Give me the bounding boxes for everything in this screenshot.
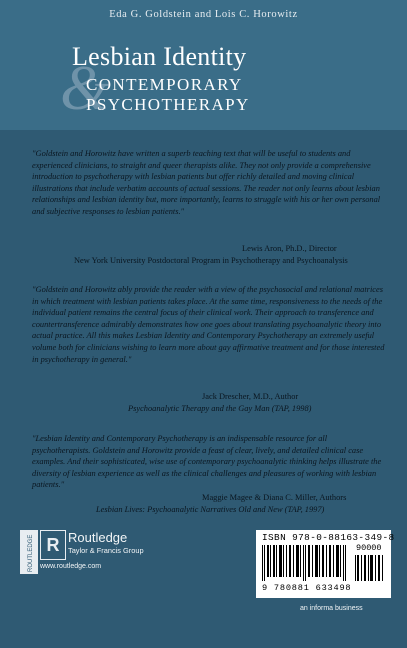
title-line-3: PSYCHOTHERAPY [86, 95, 250, 114]
routledge-logo-icon: R [40, 530, 66, 560]
price-code: 90000 [356, 543, 382, 553]
quote-2: "Goldstein and Horowitz ably provide the reader with a view of the psychosocial and relational matrices in which treatment with lesbian patients takes place. At the same time, responsiveness to the needs of the individual patient remains the central focus of their clinical work. Their approach to transference and countertransference admirably demonstrates how one goes about translating psychoanalytic theory into actual practice. All this makes Lesbian Identity and Contemporary Psychotherapy an extremely useful volume both for clinicians wishing to learn more about gay affirmative treatment and for those interested in psychotherapy in general." [32, 285, 385, 364]
barcode-bars [262, 545, 348, 581]
publisher-group: Taylor & Francis Group [68, 546, 144, 555]
isbn-label: ISBN 978-0-88163-349-8 [262, 532, 395, 543]
quote-1-affiliation: New York University Postdoctoral Program in Psychotherapy and Psychoanalysis [74, 256, 348, 265]
quote-3: "Lesbian Identity and Contemporary Psychotherapy is an indispensable resource for all psychotherapists. Goldstein and Horowitz provide a feast of clear, lively, and detailed clinical case examples. And their sophisticated, wise use of contemporary psychoanalytic thinking helps illustrate the diversity of lesbian experience as well as the clinical challenges and pleasures of working with lesbian patients." [32, 434, 382, 490]
quote-2-name: Jack Drescher, M.D., Author [202, 392, 299, 401]
routledge-side-text [20, 530, 38, 574]
quote-3-name: Maggie Magee & Diana C. Miller, Authors [202, 493, 347, 502]
cover-header [0, 0, 407, 130]
title-line-2: CONTEMPORARY [86, 75, 243, 94]
routledge-side-band [20, 530, 38, 574]
quote-3-affiliation: Lesbian Lives: Psychoanalytic Narratives Old and New (TAP, 1997) [96, 505, 325, 514]
title-ampersand: & [60, 52, 110, 123]
authors: Eda G. Goldstein and Lois C. Horowitz [109, 9, 298, 20]
title-line-1: Lesbian Identity [72, 42, 247, 71]
quote-1-name: Lewis Aron, Ph.D., Director [242, 244, 337, 253]
svg-text:ROUTLEDGE: ROUTLEDGE [28, 534, 34, 572]
quote-2-affiliation: Psychoanalytic Therapy and the Gay Man (TAP, 1998) [128, 404, 312, 413]
publisher-url[interactable]: www.routledge.com [40, 563, 102, 570]
publisher-name: Routledge [68, 530, 128, 545]
price-barcode-bars [355, 555, 385, 581]
informa-tagline: an informa business [300, 605, 363, 612]
ean-number: 9 780881 633498 [262, 583, 352, 593]
quote-1: "Goldstein and Horowitz have written a superb teaching text that will be useful to students and experienced clinicians, to straight and queer therapists alike. They not only provide a comprehensive introduction to psychotherapy with lesbian patients but offer richly detailed and moving clinical illustrations that include verbatim accounts of actual sessions. The reader not only learns about lesbian relationships and lesbian identity but, more importantly, learns to struggle with his or her own personal and subjective responses to lesbian patients." [32, 149, 381, 216]
